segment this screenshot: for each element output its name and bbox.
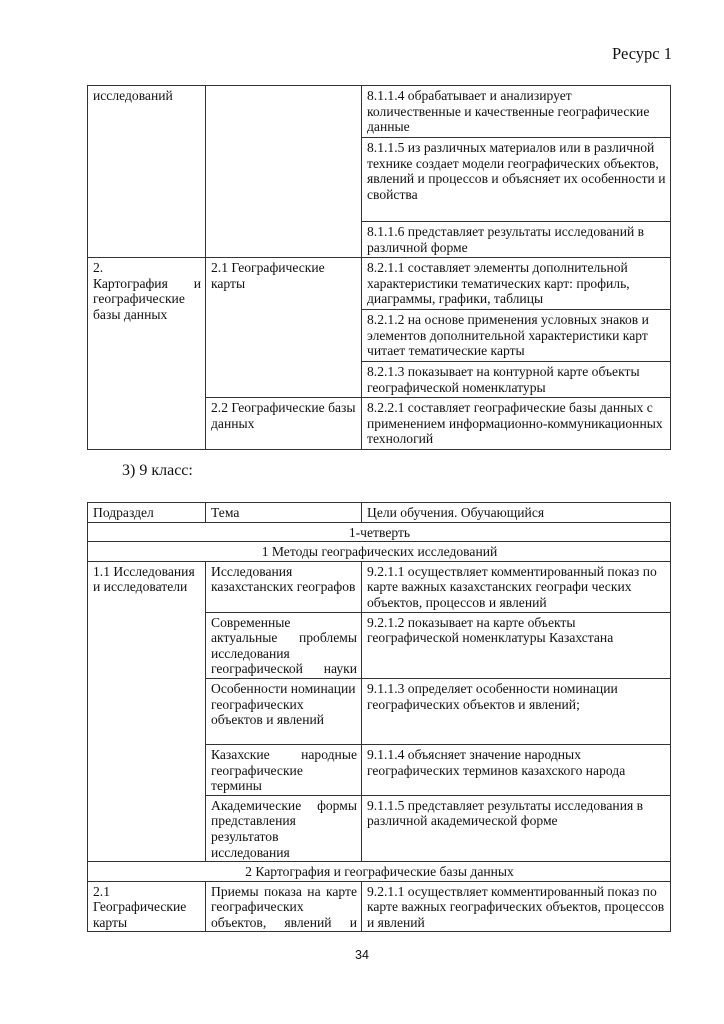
table-header-row xyxy=(88,503,671,523)
topic-cell: Академические формы представления результатов исследования xyxy=(206,795,362,861)
section-title-word: Картография xyxy=(93,275,168,291)
topic-cell: 2.2 Географические базы данных xyxy=(206,398,362,450)
objective-cell: 8.2.1.3 показывает на контурной карте объекты географической номенклатуры xyxy=(362,362,671,398)
table-row xyxy=(88,522,671,542)
table-row xyxy=(88,258,671,310)
subsection-cell: 2.1 Географические карты xyxy=(88,881,206,932)
column-header: Подраздел xyxy=(88,503,206,523)
topic-cell: 2.1 Географические карты xyxy=(206,258,362,398)
objective-cell: 9.1.1.4 объясняет значение народных географических терминов казахского народа xyxy=(362,744,671,795)
objective-cell: 8.2.2.1 составляет географические базы данных с применением информационно-коммуникационных технологий xyxy=(362,398,671,450)
section-title-word: и xyxy=(193,275,201,291)
section-heading: 3) 9 класс: xyxy=(122,462,193,479)
page-number: 34 xyxy=(355,948,369,962)
objective-cell: 8.2.1.2 на основе применения условных знаков и элементов дополнительной характеристики карт читает тематические карты xyxy=(362,310,671,362)
topic-cell xyxy=(206,86,362,258)
objective-cell: 9.2.1.1 осуществляет комментированный показ по карте важных географических объектов, процессов и явлений xyxy=(362,881,671,932)
table-row xyxy=(88,86,671,138)
curriculum-table-grade9 xyxy=(87,502,671,932)
column-header: Тема xyxy=(206,503,362,523)
objective-cell: 9.2.1.2 показывает на карте объекты географической номенклатуры Казахстана xyxy=(362,612,671,678)
subsection-cell: исследований xyxy=(88,86,206,258)
objective-cell: 9.1.1.5 представляет результаты исследования в различной академической форме xyxy=(362,795,671,861)
objective-cell: 8.1.1.6 представляет результаты исследований в различной форме xyxy=(362,222,671,258)
table-row xyxy=(88,561,671,612)
table-row xyxy=(88,881,671,932)
topic-cell: Исследования казахстанских географов xyxy=(206,561,362,612)
table-row xyxy=(88,542,671,562)
topic-cell: Особенности номинации географических объектов и явлений xyxy=(206,678,362,744)
objective-cell: 9.2.1.1 осуществляет комментированный показ по карте важных казахстанских географи ческих объектов, процессов и явлений xyxy=(362,561,671,612)
subsection-cell xyxy=(88,258,206,450)
section-title-line xyxy=(93,276,201,292)
section-title-rest: географические базы данных xyxy=(93,291,185,322)
column-header: Цели обучения. Обучающийся xyxy=(362,503,671,523)
subsection-cell: 1.1 Исследования и исследователи xyxy=(88,561,206,861)
objective-cell: 8.2.1.1 составляет элементы дополнительной характеристики тематических карт: профиль, диаграммы, графики, таблицы xyxy=(362,258,671,310)
topic-cell: Казахские народные географические термины xyxy=(206,744,362,795)
curriculum-table-grade8 xyxy=(87,85,671,450)
quarter-row: 1-четверть xyxy=(88,522,671,542)
section-row: 2 Картография и географические базы данных xyxy=(88,862,671,882)
section-row: 1 Методы географических исследований xyxy=(88,542,671,562)
topic-cell: Приемы показа на карте географических объектов, явлений и xyxy=(206,881,362,932)
resource-label: Ресурс 1 xyxy=(612,44,672,63)
topic-cell: Современные актуальные проблемы исследования географической науки xyxy=(206,612,362,678)
objective-cell: 9.1.1.3 определяет особенности номинации географических объектов и явлений; xyxy=(362,678,671,744)
table-row xyxy=(88,862,671,882)
objective-cell: 8.1.1.5 из различных материалов или в различной технике создает модели географических объектов, явлений и процессов и объясняет их особенности и свойства xyxy=(362,138,671,222)
objective-cell: 8.1.1.4 обрабатывает и анализирует количественные и качественные географические данные xyxy=(362,86,671,138)
section-number: 2. xyxy=(93,260,104,275)
